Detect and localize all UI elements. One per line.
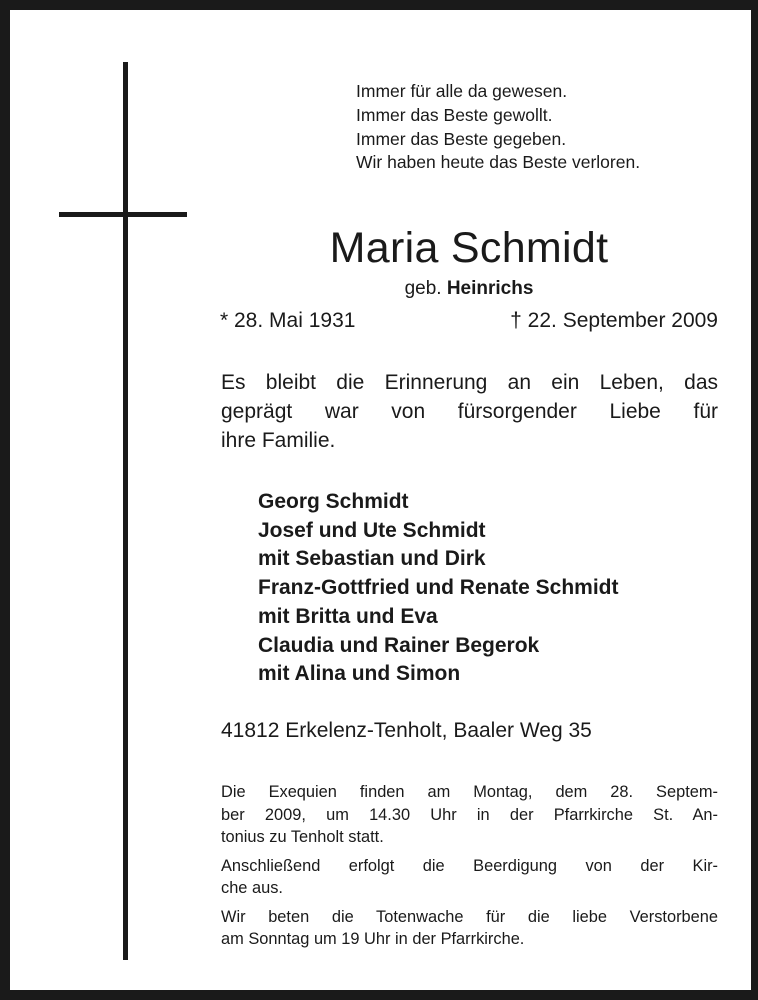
remembrance-text [221,368,718,455]
remembrance-line: Es bleibt die Erinnerung an ein Leben, das [221,371,718,394]
mourner: mit Sebastian und Dirk [258,547,486,571]
mourner: Franz-Gottfried und Renate Schmidt [258,576,619,600]
burial-line: che aus. [221,879,283,897]
remembrance-line: geprägt war von fürsorgender Liebe für [221,400,718,423]
mourners-list [258,488,619,689]
address: 41812 Erkelenz-Tenholt, Baaler Weg 35 [221,719,592,742]
deceased-name: Maria Schmidt [329,224,609,272]
wake-line: Wir beten die Totenwache für die liebe Verstorbene [221,907,718,926]
cross-icon-vertical-bar [123,62,128,960]
mourner: Josef und Ute Schmidt [258,518,486,542]
burial-line: Anschließend erfolgt die Beerdigung von der Kir- [221,856,718,875]
exequies-line: tonius zu Tenholt statt. [221,828,384,846]
poem-line: Immer das Beste gegeben. [356,128,567,149]
mourner: mit Britta und Eva [258,604,438,628]
exequies-line: ber 2009, um 14.30 Uhr in der Pfarrkirche St. An- [221,805,718,824]
poem [356,80,640,175]
death-date: † 22. September 2009 [510,309,718,332]
exequies-line: Die Exequien finden am Montag, dem 28. Septem- [221,783,718,801]
birth-name [10,276,758,302]
birth-name-value: Heinrichs [446,278,534,299]
mourner: Georg Schmidt [258,490,409,513]
poem-line: Wir haben heute das Beste verloren. [356,152,641,173]
remembrance-line: ihre Familie. [221,429,336,452]
funeral-notes [221,781,718,951]
poem-line: Immer das Beste gewollt. [356,104,553,125]
cross-icon-horizontal-bar [59,212,187,217]
wake-line: am Sonntag um 19 Uhr in der Pfarrkirche. [221,930,525,948]
birth-name-prefix: geb. [404,278,442,299]
birth-date: * 28. Mai 1931 [220,309,356,332]
poem-line: Immer für alle da gewesen. [356,81,568,101]
mourner: mit Alina und Simon [258,662,461,686]
mourner: Claudia und Rainer Begerok [258,633,540,657]
